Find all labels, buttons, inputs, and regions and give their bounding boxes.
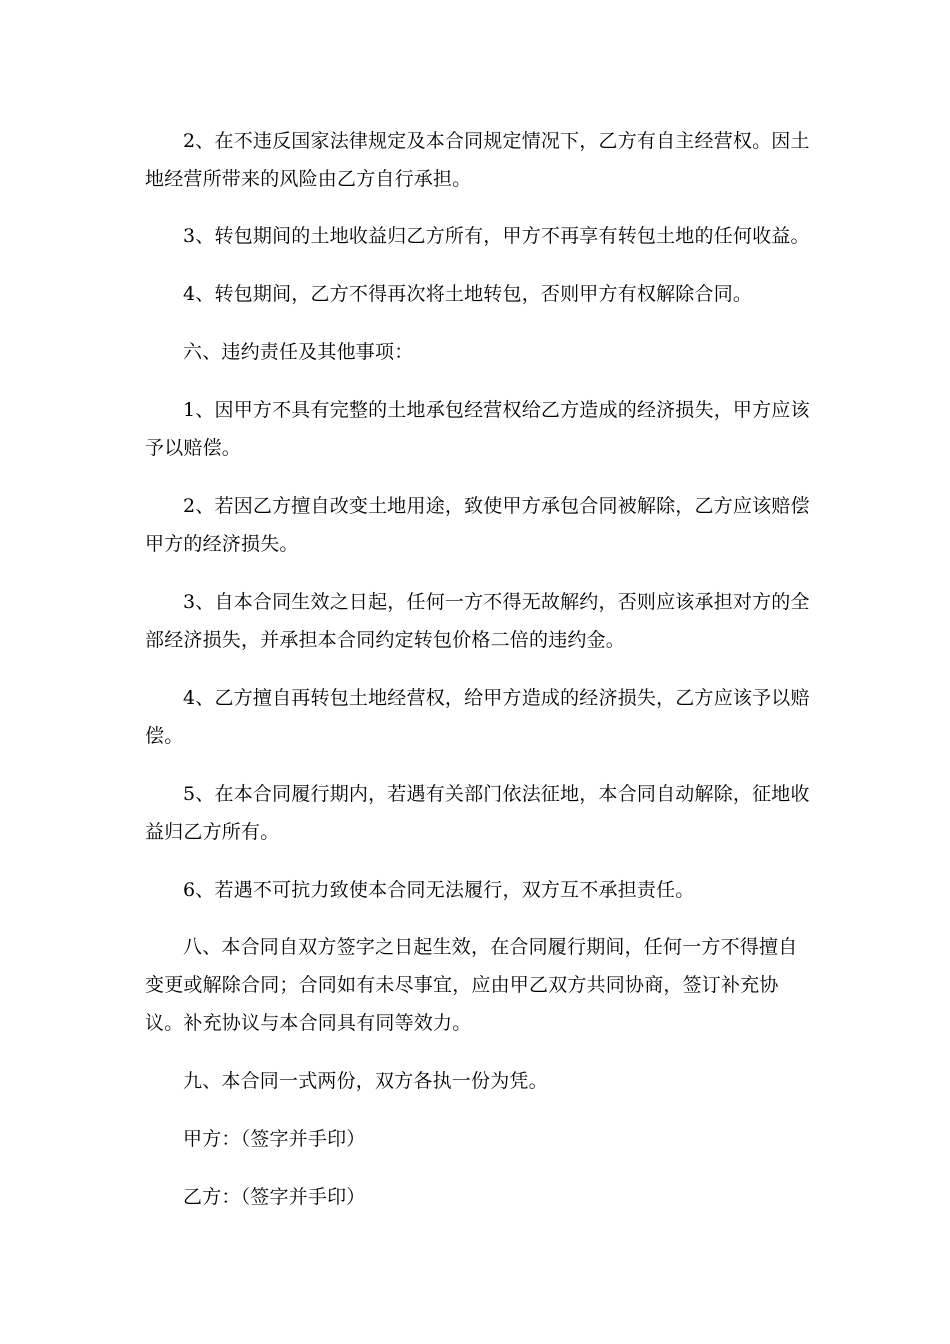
- party-b-signature-line: 乙方：（签字并手印）: [183, 1186, 366, 1208]
- clause-6-3: 3、自本合同生效之日起，任何一方不得无故解约，否则应该承担对方的全部经济损失，并承担本合同约定转包价格二倍的违约金。: [145, 591, 810, 651]
- clause-5-2: 2、在不违反国家法律规定及本合同规定情况下，乙方有自主经营权。因土地经营所带来的风险由乙方自行承担。: [145, 130, 810, 190]
- clause-6-1: 1、因甲方不具有完整的土地承包经营权给乙方造成的经济损失，甲方应该予以赔偿。: [145, 399, 810, 459]
- clause-6-4: 4、乙方擅自再转包土地经营权，给甲方造成的经济损失，乙方应该予以赔偿。: [145, 687, 810, 747]
- section-9-text: 九、本合同一式两份，双方各执一份为凭。: [183, 1070, 548, 1092]
- clause-6-2: 2、若因乙方擅自改变土地用途，致使甲方承包合同被解除，乙方应该赔偿甲方的经济损失。: [145, 495, 810, 555]
- section-6-heading: 六、违约责任及其他事项：: [183, 341, 414, 363]
- clause-6-5: 5、在本合同履行期内，若遇有关部门依法征地，本合同自动解除，征地收益归乙方所有。: [145, 783, 810, 843]
- clause-5-3: 3、转包期间的土地收益归乙方所有，甲方不再享有转包土地的任何收益。: [183, 225, 810, 247]
- clause-5-4: 4、转包期间，乙方不得再次将土地转包，否则甲方有权解除合同。: [183, 283, 753, 305]
- clause-6-6: 6、若遇不可抗力致使本合同无法履行，双方互不承担责任。: [183, 879, 695, 901]
- section-8-text: 八、本合同自双方签字之日起生效，在合同履行期间，任何一方不得擅自变更或解除合同；合同如有未尽事宜，应由甲乙双方共同协商，签订补充协议。补充协议与本合同具有同等效力。: [145, 936, 798, 1034]
- party-a-signature-line: 甲方：（签字并手印）: [183, 1128, 366, 1150]
